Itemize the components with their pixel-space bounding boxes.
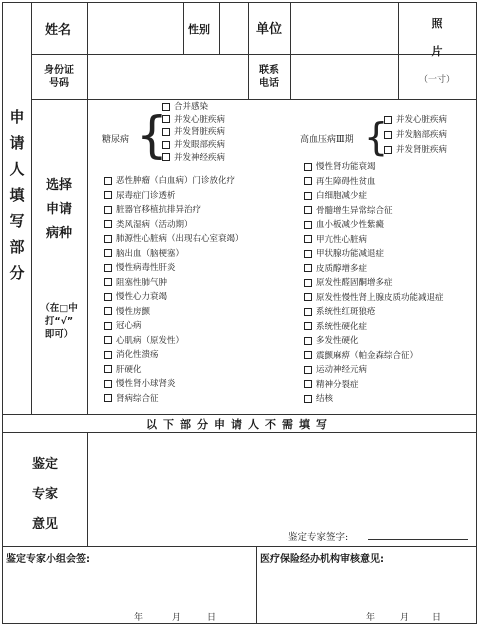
disease-option-label: 白细胞减少症	[316, 191, 368, 201]
checkbox[interactable]	[304, 250, 312, 258]
checkbox[interactable]	[304, 337, 312, 345]
disease-option[interactable]	[104, 307, 150, 317]
disease-option-label: 慢性病毒性肝炎	[116, 263, 176, 273]
disease-option[interactable]	[304, 394, 333, 404]
checkbox[interactable]	[104, 191, 112, 199]
disease-option-label: 心肌病（原发性）	[116, 335, 185, 346]
checkbox[interactable]	[104, 278, 112, 286]
disease-option-label: 冠心病	[116, 321, 142, 331]
checkbox[interactable]	[304, 235, 312, 243]
disease-option-label: 并发脑部疾病	[396, 130, 448, 140]
disease-option-label: 原发性慢性肾上腺皮质功能减退症	[316, 292, 444, 303]
checkbox[interactable]	[384, 146, 392, 154]
group-sign-label: 鉴定专家小组会签:	[6, 554, 90, 565]
disease-option-label: 并发眼部疾病	[174, 140, 226, 151]
phone-field[interactable]	[293, 58, 395, 96]
checkbox[interactable]	[162, 153, 170, 161]
expert-signature-label: 鉴定专家签字:	[288, 532, 349, 543]
disease-option-label: 系统性红斑狼疮	[316, 307, 376, 317]
date-day-label: 日	[432, 613, 442, 623]
disease-option[interactable]	[162, 153, 225, 163]
disease-option-label: 肺源性心脏病（出现右心室衰竭）	[116, 234, 244, 244]
id-number-field[interactable]	[90, 58, 246, 96]
expert-opinion-field[interactable]	[90, 436, 474, 522]
disease-label: 选择 申请 病种	[45, 178, 72, 241]
date-year-label: 年	[366, 613, 376, 623]
disease-option[interactable]	[304, 336, 359, 346]
checkbox[interactable]	[384, 131, 392, 139]
checkbox[interactable]	[304, 206, 312, 214]
disease-option[interactable]	[384, 130, 447, 140]
checkbox[interactable]	[162, 128, 170, 136]
disease-option-label: 脑出血（脑梗塞）	[116, 248, 185, 259]
id-label: 身份证 号码	[44, 65, 74, 89]
disease-option-label: 慢性房颤	[116, 306, 151, 317]
checkbox[interactable]	[104, 351, 112, 359]
disease-option[interactable]	[104, 205, 201, 215]
grid-line	[256, 546, 257, 624]
disease-option[interactable]	[104, 336, 184, 346]
side-label-applicant: 申请人填写部分	[9, 108, 25, 282]
grid-line	[290, 2, 291, 99]
checkbox[interactable]	[162, 141, 170, 149]
disease-option[interactable]	[162, 115, 225, 125]
disease-option-label: 系统性硬化症	[316, 321, 368, 332]
disease-option-label: 震颤麻痹（帕金森综合征）	[316, 350, 419, 361]
disease-option-label: 并发神经疾病	[174, 152, 226, 163]
grid-line	[2, 546, 477, 547]
checkbox[interactable]	[104, 235, 112, 243]
insurance-review-field[interactable]	[260, 564, 474, 608]
disease-option-label: 消化性溃疡	[116, 350, 159, 360]
disease-option[interactable]	[104, 379, 176, 389]
disease-option[interactable]	[104, 249, 184, 259]
unit-label: 单位	[256, 22, 283, 37]
checkbox[interactable]	[104, 365, 112, 373]
disease-option-label: 原发性醛固酮增多症	[316, 278, 393, 288]
disease-option-label: 慢性肾功能衰竭	[316, 162, 376, 172]
disease-option-label: 肾病综合征	[116, 393, 159, 404]
disease-option[interactable]	[162, 102, 208, 112]
checkbox[interactable]	[384, 116, 392, 124]
disease-option[interactable]	[104, 278, 167, 288]
disease-option-label: 结核	[316, 394, 334, 404]
group-sign-field[interactable]	[6, 564, 252, 608]
disease-option[interactable]	[304, 264, 367, 274]
grid-line	[31, 99, 477, 100]
check-instruction: （在□中 打“√” 即可）	[40, 303, 78, 340]
disease-option[interactable]	[304, 206, 393, 216]
disease-option-label: 血小板减少性紫癜	[316, 220, 385, 230]
disease-option-label: 骨髓增生异常综合征	[316, 205, 393, 216]
checkbox[interactable]	[104, 380, 112, 388]
disease-option[interactable]	[104, 263, 176, 273]
disease-option[interactable]	[384, 145, 447, 155]
disease-option[interactable]	[104, 176, 235, 186]
checkbox[interactable]	[162, 103, 170, 111]
disease-option-label: 慢性心力衰竭	[116, 292, 168, 302]
disease-option[interactable]	[162, 140, 225, 150]
checkbox[interactable]	[104, 322, 112, 330]
checkbox[interactable]	[304, 279, 312, 287]
expert-opinion-label: 鉴定 专家 意见	[31, 457, 58, 532]
name-label: 姓名	[45, 23, 72, 38]
disease-option[interactable]	[104, 365, 142, 375]
date-day-label: 日	[207, 613, 217, 623]
disease-option-label: 甲状腺功能减退症	[316, 249, 385, 259]
disease-option[interactable]	[304, 322, 367, 332]
photo-label: 照片	[431, 17, 443, 58]
checkbox[interactable]	[104, 206, 112, 214]
checkbox[interactable]	[304, 380, 312, 388]
disease-option-label: 运动神经元病	[316, 365, 368, 375]
checkbox[interactable]	[304, 293, 312, 301]
disease-option[interactable]	[104, 191, 176, 201]
disease-option-label: 恶性肿瘤（白血病）门诊放化疗	[116, 176, 236, 186]
disease-option-label: 精神分裂症	[316, 379, 359, 390]
disease-option-label: 阻塞性肺气肿	[116, 277, 168, 288]
phone-label: 联系 电话	[259, 65, 279, 89]
date-month-label: 月	[172, 613, 182, 623]
disease-option[interactable]	[304, 235, 367, 245]
grid-line	[87, 432, 88, 546]
disease-option[interactable]	[104, 321, 142, 331]
official-use-divider: 以下部分申请人不需填写	[146, 418, 333, 431]
disease-option-label: 多发性硬化	[316, 336, 359, 346]
disease-option[interactable]	[104, 234, 244, 244]
disease-option[interactable]	[304, 249, 384, 259]
disease-option[interactable]	[304, 365, 367, 375]
checkbox[interactable]	[304, 163, 312, 171]
disease-option[interactable]	[304, 293, 444, 303]
disease-option-label: 合并感染	[174, 102, 209, 112]
checkbox[interactable]	[304, 351, 312, 359]
checkbox[interactable]	[104, 307, 112, 315]
disease-option[interactable]	[304, 220, 384, 230]
grid-line	[2, 414, 477, 415]
brace-icon: {	[364, 115, 389, 159]
disease-option[interactable]	[304, 191, 367, 201]
disease-option-label: 脏器官移植抗排异治疗	[116, 205, 202, 215]
disease-option-label: 并发心脏疾病	[174, 114, 226, 125]
checkbox[interactable]	[304, 221, 312, 229]
checkbox[interactable]	[162, 115, 170, 123]
disease-option[interactable]	[304, 177, 376, 187]
disease-option[interactable]	[104, 394, 159, 404]
disease-option-label: 并发心脏疾病	[396, 115, 448, 125]
disease-option[interactable]	[162, 127, 225, 137]
checkbox[interactable]	[304, 264, 312, 272]
checkbox[interactable]	[304, 177, 312, 185]
insurance-review-label: 医疗保险经办机构审核意见:	[260, 554, 384, 565]
checkbox[interactable]	[304, 308, 312, 316]
disease-option[interactable]	[104, 350, 159, 360]
disease-option-label: 甲亢性心脏病	[316, 234, 368, 245]
grid-line	[183, 2, 184, 54]
gender-label: 性别	[188, 23, 210, 36]
date-month-label: 月	[400, 613, 410, 623]
disease-option-label: 尿毒症门诊透析	[116, 190, 176, 201]
unit-field[interactable]	[293, 6, 395, 50]
grid-line	[31, 2, 32, 414]
disease-option[interactable]	[304, 307, 376, 317]
checkbox[interactable]	[104, 394, 112, 402]
disease-option-label: 并发肾脏疾病	[174, 127, 226, 138]
checkbox[interactable]	[104, 336, 112, 344]
disease-option[interactable]	[304, 380, 359, 390]
checkbox[interactable]	[304, 395, 312, 403]
expert-signature-line[interactable]	[368, 539, 468, 540]
disease-option[interactable]	[304, 162, 376, 172]
checkbox[interactable]	[104, 220, 112, 228]
checkbox[interactable]	[104, 293, 112, 301]
checkbox[interactable]	[304, 322, 312, 330]
checkbox[interactable]	[304, 366, 312, 374]
disease-option[interactable]	[304, 278, 393, 288]
diabetes-label: 糖尿病	[102, 135, 130, 145]
disease-option-label: 慢性肾小球肾炎	[116, 379, 176, 389]
grid-line	[2, 432, 477, 433]
disease-option-label: 再生障碍性贫血	[316, 176, 376, 187]
brace-icon: {	[136, 106, 168, 164]
checkbox[interactable]	[304, 192, 312, 200]
disease-option-label: 肝硬化	[116, 364, 142, 375]
disease-option[interactable]	[304, 351, 418, 361]
name-field[interactable]	[90, 6, 180, 50]
grid-line	[87, 2, 88, 414]
disease-option[interactable]	[104, 220, 193, 230]
disease-option-label: 并发肾脏疾病	[396, 145, 448, 155]
grid-line	[248, 2, 249, 99]
disease-option[interactable]	[104, 292, 167, 302]
checkbox[interactable]	[104, 264, 112, 272]
checkbox[interactable]	[104, 177, 112, 185]
photo-size-note: （一寸）	[418, 75, 455, 85]
disease-option[interactable]	[384, 115, 447, 125]
date-year-label: 年	[134, 613, 144, 623]
checkbox[interactable]	[104, 249, 112, 257]
gender-field[interactable]	[222, 6, 246, 50]
disease-option-label: 皮质醇增多症	[316, 263, 368, 274]
hypertension-label: 高血压病Ⅲ期	[300, 135, 354, 145]
disease-option-label: 类风湿病（活动期）	[116, 219, 193, 230]
grid-line	[219, 2, 220, 54]
